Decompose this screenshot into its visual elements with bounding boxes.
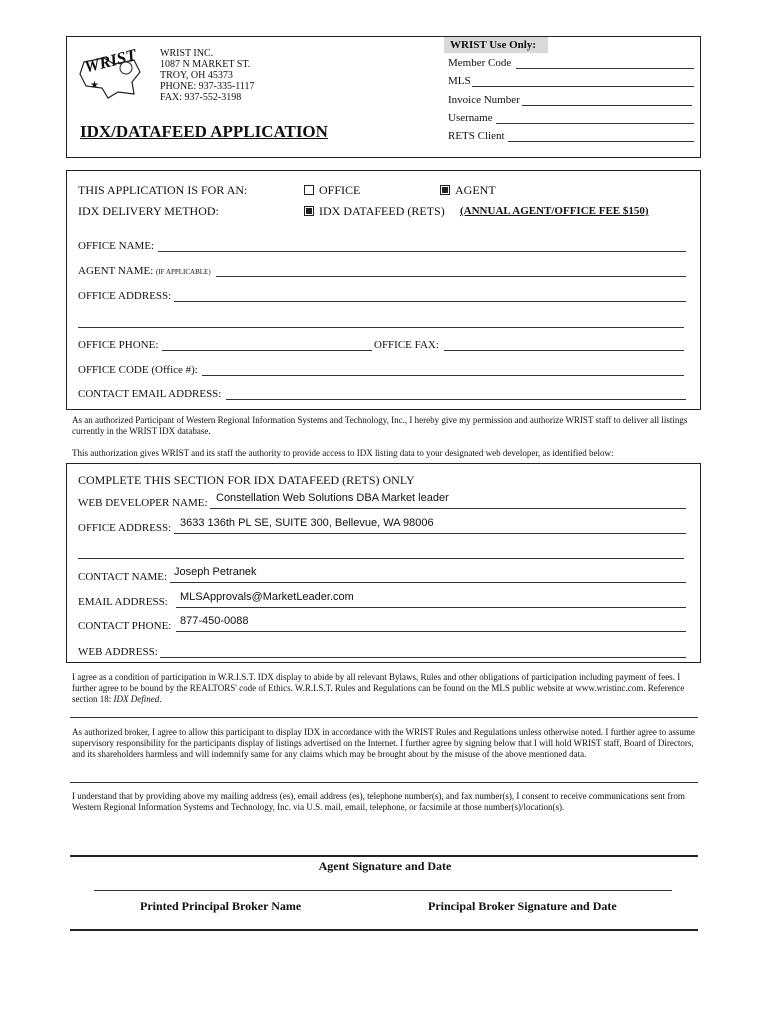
contact-phone-label: CONTACT PHONE: [78, 620, 172, 632]
web-dev-value: Constellation Web Solutions DBA Market leader [216, 492, 449, 504]
office-code-label: OFFICE CODE (Office #): [78, 364, 198, 376]
mls-field[interactable] [472, 75, 694, 87]
rets-address-value: 3633 136th PL SE, SUITE 300, Bellevue, WA 98006 [180, 517, 434, 529]
web-dev-paragraph: This authorization gives WRIST and its staff the authority to provide access to IDX listing data to your designated web developer, as identified below: [72, 448, 614, 458]
rets-client-field[interactable] [508, 130, 694, 142]
contact-phone-value: 877-450-0088 [180, 615, 249, 627]
office-option[interactable] [304, 183, 360, 198]
company-name: WRIST INC. [160, 48, 214, 59]
member-code-field[interactable] [516, 57, 694, 69]
company-fax: FAX: 937-552-3198 [160, 92, 242, 103]
application-for-label: THIS APPLICATION IS FOR AN: [78, 183, 248, 197]
broker-paragraph: As authorized broker, I agree to allow this participant to display IDX in accordance with the WRIST Rules and Regulations unless otherwise noted. I further agree to assume supervisory responsibility for the participants display of listings advertised on the Internet. I further agree by signing below that I will hold WRIST staff, Board of Directors, and its shareholders harmless and will indemnify same for any claims which may be brought about by the misuse of the above mentioned data. [72, 727, 695, 759]
office-phone-label: OFFICE PHONE: [78, 339, 159, 351]
rets-section-heading: COMPLETE THIS SECTION FOR IDX DATAFEED (RETS) ONLY [78, 473, 415, 487]
datafeed-checkbox[interactable] [304, 206, 314, 216]
use-only-member-code [448, 57, 511, 69]
office-name-label: OFFICE NAME: [78, 240, 155, 252]
condition-text: I agree as a condition of participation in W.R.I.S.T. IDX display to abide by all relevant Bylaws, Rules and other obligations of participation including payment of fees. I further agree to be bound by the REALTORS' code of Ethics. W.R.I.S.T. Rules and Regulations can be found on the MLS public website at www.wristinc.com. Reference section 18: [72, 672, 685, 704]
broker-signature-label: Principal Broker Signature and Date [428, 899, 617, 913]
use-only-mls [448, 75, 471, 87]
use-only-rets [448, 130, 505, 142]
contact-email-label: CONTACT EMAIL ADDRESS: [78, 388, 222, 400]
authorization-paragraph: As an authorized Participant of Western Regional Information Systems and Technology, Inc., I hereby give my permission and authorize WRIST staff to deliver all listings currently in the WRIST IDX database. [72, 415, 688, 436]
contact-phone-field[interactable] [176, 620, 686, 632]
printed-broker-label: Printed Principal Broker Name [140, 899, 302, 913]
agent-option-label: AGENT [455, 183, 496, 197]
agent-name-row [78, 265, 211, 277]
web-dev-label: WEB DEVELOPER NAME: [78, 497, 208, 509]
contact-name-value: Joseph Petranek [174, 566, 257, 578]
office-checkbox[interactable] [304, 185, 314, 195]
company-info [160, 48, 255, 103]
rets-address-field-2[interactable] [78, 547, 684, 559]
condition-paragraph: I agree as a condition of participation in W.R.I.S.T. IDX display to abide by all relevant Bylaws, Rules and other obligations of participation including payment of fees. I further agree to be bound by the REALTORS' code of Ethics. W.R.I.S.T. Rules and Regulations can be found on the MLS public website at www.wristinc.com. Reference section 18: IDX Defined. [72, 672, 685, 704]
mls-label: MLS [448, 75, 471, 87]
office-fax-field[interactable] [444, 339, 684, 351]
condition-italic: IDX Defined [113, 694, 160, 704]
web-address-label: WEB ADDRESS: [78, 646, 158, 658]
datafeed-option[interactable] [304, 204, 445, 219]
member-code-label: Member Code [448, 57, 512, 69]
email-label: EMAIL ADDRESS: [78, 596, 168, 608]
wrist-logo [74, 42, 154, 100]
web-address-field[interactable] [160, 646, 686, 658]
username-label: Username [448, 112, 493, 124]
separator-1 [70, 717, 698, 718]
company-phone: PHONE: 937-335-1117 [160, 81, 255, 92]
consent-paragraph: I understand that by providing above my mailing address (es), email address (es), telephone number(s), and fax number(s), I consent to receive communications sent from Western Regional Information Systems and Technology, Inc. via U.S. mail, email, telephone, or facsimile at those number(s)/location(s). [72, 791, 685, 812]
rets-client-label: RETS Client [448, 130, 505, 142]
office-address-label: OFFICE ADDRESS: [78, 290, 172, 302]
office-address-field[interactable] [174, 290, 686, 302]
office-name-field[interactable] [158, 240, 686, 252]
agent-name-field[interactable] [216, 265, 686, 277]
separator-2 [70, 782, 698, 783]
office-address-field-2[interactable] [78, 316, 684, 328]
contact-email-field[interactable] [226, 388, 686, 400]
office-phone-field[interactable] [162, 339, 372, 351]
invoice-field[interactable] [522, 94, 692, 106]
svg-text:★: ★ [90, 80, 99, 91]
username-field[interactable] [496, 112, 694, 124]
delivery-label: IDX DELIVERY METHOD: [78, 204, 219, 218]
agent-checkbox[interactable] [440, 185, 450, 195]
broker-signature-line[interactable] [94, 889, 672, 891]
signature-line-bottom [70, 929, 698, 931]
agent-name-label: AGENT NAME: [78, 265, 154, 277]
email-value: MLSApprovals@MarketLeader.com [180, 591, 354, 603]
company-city: TROY, OH 45373 [160, 70, 233, 81]
rets-address-label: OFFICE ADDRESS: [78, 522, 172, 534]
datafeed-option-label: IDX DATAFEED (RETS) [319, 204, 445, 218]
office-code-field[interactable] [202, 364, 684, 376]
office-fax-label: OFFICE FAX: [374, 339, 439, 351]
use-only-invoice [448, 94, 520, 106]
use-only-title: WRIST Use Only: [450, 39, 536, 51]
form-title: IDX/DATAFEED APPLICATION [80, 122, 328, 141]
agent-signature-label: Agent Signature and Date [318, 859, 452, 873]
logo-text: WRIST [82, 45, 139, 77]
agent-name-note: (IF APPLICABLE) [156, 268, 211, 276]
office-option-label: OFFICE [319, 183, 361, 197]
fee-note: (ANNUAL AGENT/OFFICE FEE $150) [460, 205, 649, 217]
invoice-label: Invoice Number [448, 94, 520, 106]
company-street: 1087 N MARKET ST. [160, 59, 251, 70]
use-only-username [448, 112, 493, 124]
contact-name-label: CONTACT NAME: [78, 571, 168, 583]
agent-option[interactable] [440, 183, 496, 198]
signature-line-top [70, 855, 698, 857]
